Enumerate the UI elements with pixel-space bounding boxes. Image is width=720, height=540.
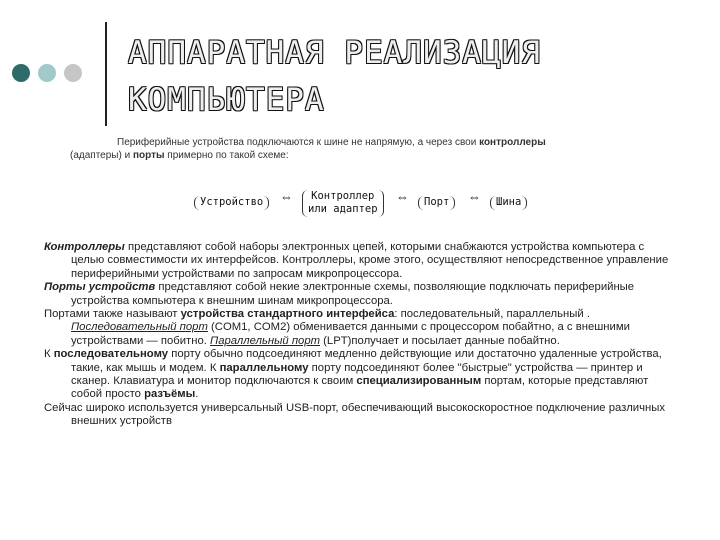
double-arrow-icon: ⇔: [396, 189, 409, 204]
p3-text-3: (COM1, COM2) обменивается данными с процессором побайтно, а с внешними устройствами — побитно.: [71, 321, 630, 347]
scheme-port: Порт: [418, 196, 455, 210]
scheme-controller-line-1: Контроллер: [311, 190, 375, 202]
scheme-controller-line-2: или адаптер: [308, 203, 378, 215]
p4-bold-1: последовательному: [53, 348, 169, 361]
parallel-port-term: Параллельный порт: [210, 334, 321, 347]
paragraph-controllers: [44, 241, 674, 281]
term-ports: Порты устройств: [44, 281, 156, 294]
p4-text-2: порту обычно подсоединяют медленно действующие или достаточно удаленные устройства, такие, как мышь и модем. К: [71, 348, 662, 374]
intro-text: [70, 137, 670, 162]
p2-text: представляют собой некие электронные схемы, позволяющие подключать периферийные устройства компьютера к внешним шинам микропроцессора.: [71, 281, 635, 307]
p4-bold-3: специализированным: [356, 375, 482, 388]
p4-text-5: .: [195, 388, 199, 401]
p1-text: представляют собой наборы электронных цепей, которыми снабжаются устройства компьютера с целью совместимости их интерфейсов. Контроллеры, кроме этого, осуществляют непосредственное управление периферийными устройствами по запросам микропроцессора.: [71, 241, 669, 280]
term-controllers: Контроллеры: [44, 241, 125, 253]
title-line-1: АППАРАТНАЯ РЕАЛИЗАЦИЯ: [128, 35, 541, 71]
p5-text: Сейчас широко используется универсальный USB-порт, обеспечивающий высокоскоростное подключение различных внешних устройств: [44, 401, 666, 428]
double-arrow-icon: ⇔: [468, 189, 481, 204]
p4-text-1: К: [44, 348, 54, 361]
intro-ports: порты: [132, 149, 165, 161]
dark-teal-dot: [12, 64, 30, 82]
scheme-bus: Шина: [490, 196, 527, 210]
p3-text-1: Портами также называют: [44, 308, 181, 321]
body-text: [44, 241, 674, 429]
intro-controllers: контроллеры: [479, 137, 546, 148]
p3-text-4: (LPT)получает и посылает данные побайтно.: [320, 334, 560, 347]
p4-bold-4: разъёмы: [144, 388, 196, 401]
paragraph-ports: [44, 281, 674, 308]
title-divider: [105, 22, 107, 126]
paragraph-usb: [44, 402, 674, 429]
light-teal-dot: [38, 64, 56, 82]
paragraph-port-types: [44, 308, 674, 348]
p3-text-2: : последовательный, параллельный .: [394, 308, 590, 321]
connection-scheme: [190, 190, 550, 226]
p4-bold-2: параллельному: [219, 361, 309, 374]
double-arrow-icon: ⇔: [280, 189, 293, 204]
gray-dot: [64, 64, 82, 82]
serial-port-term: Последовательный порт: [71, 321, 208, 334]
intro-text-2: (адаптеры) и: [70, 149, 133, 161]
scheme-device: Устройство: [194, 196, 269, 210]
title-line-2: КОМПЬЮТЕРА: [128, 82, 325, 118]
intro-line-1: [70, 137, 670, 150]
slide-title: [128, 30, 708, 124]
paragraph-device-connection: [44, 348, 674, 402]
intro-text-1: Периферийные устройства подключаются к шине не напрямую, а через свои: [117, 137, 480, 148]
p4-text-3: порту подсоединяют более "быстрые" устройства — принтер и сканер. Клавиатура и монитор подключаются к своим: [71, 361, 643, 388]
decorative-dots: [10, 64, 94, 84]
intro-text-3: примерно по такой схеме:: [164, 149, 289, 161]
p3-bold-1: устройства стандартного интерфейса: [180, 308, 395, 321]
scheme-controller: [302, 190, 384, 217]
p4-text-4: портам, которые представляют собой просто: [71, 375, 649, 401]
